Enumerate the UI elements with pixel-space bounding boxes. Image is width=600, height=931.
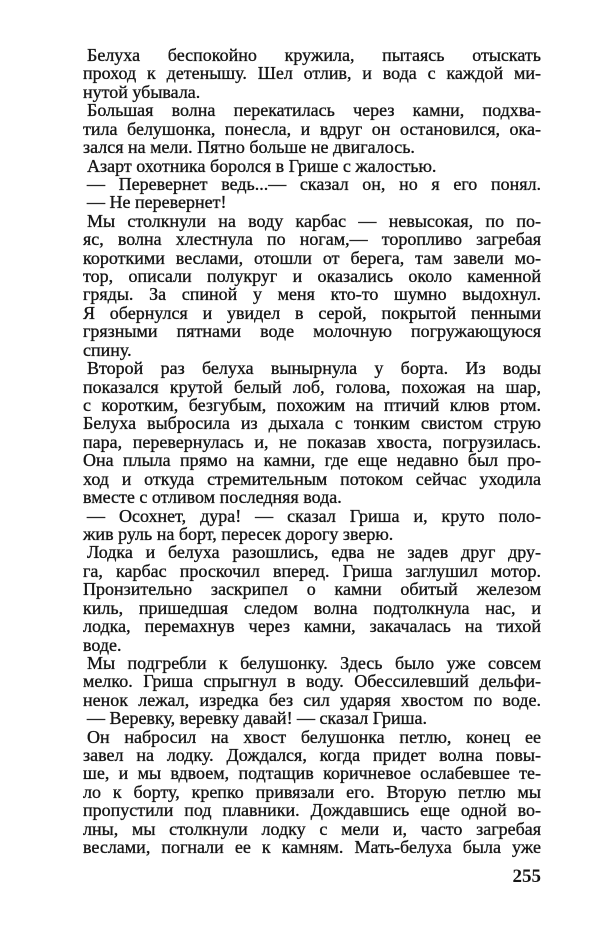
text-line: проход к детенышу. Шел отлив, и вода с каждой ми- (83, 63, 541, 84)
text-line: лны, мы столкнули лодку с мели и, часто загребая (83, 818, 541, 839)
page-body-text (83, 46, 541, 857)
text-line: мелко. Гриша спрыгнул в воду. Обессилевший дельфи- (83, 671, 541, 692)
text-line: — Осохнет, дура! — сказал Гриша и, круто поло- (87, 505, 541, 526)
text-line: Она плыла прямо на камни, где еще недавно был про- (83, 450, 541, 471)
text-line: ненок лежал, изредка без сил ударяя хвостом по воде. (83, 689, 541, 710)
text-line: тила белушонка, понесла, и вдруг он остановился, ока- (83, 118, 541, 139)
text-line: лодка, перемахнув через камни, закачалась на тихой (83, 616, 541, 637)
text-line: тор, описали полукруг и оказались около каменной (83, 266, 541, 287)
text-line: вместе с отливом последняя вода. (83, 487, 342, 508)
text-line: ло к борту, крепко привязали его. Вторую петлю мы (83, 781, 541, 802)
text-line: воде. (83, 634, 122, 655)
text-line: пара, перевернулась и, не показав хвоста, погрузилась. (83, 431, 541, 452)
text-line: Он набросил на хвост белушонка петлю, конец ее (87, 726, 541, 747)
text-line: веслами, погнали ее к камням. Мать-белуха была уже (83, 837, 541, 858)
text-line: — Не перевернет! (87, 192, 227, 213)
text-line: зался на мели. Пятно больше не двигалось. (83, 137, 415, 158)
text-line: га, карбас проскочил вперед. Гриша заглушил мотор. (83, 560, 541, 581)
text-line: завел на лодку. Дождался, когда придет волна повы- (83, 745, 541, 766)
text-line: с коротким, безгубым, похожим на птичий клюв ртом. (83, 395, 541, 416)
text-line: показался крутой белый лоб, голова, похожая на шар, (83, 376, 541, 397)
text-line: ше, и мы вдвоем, подтащив коричневое ослабевшее те- (83, 763, 541, 784)
text-line: Азарт охотника боролся в Грише с жалостью. (87, 155, 437, 176)
text-line: — Перевернет ведь...— сказал он, но я его понял. (87, 173, 541, 194)
text-line: пропустили под плавники. Дождавшись еще одной во- (83, 800, 541, 821)
text-line: гряды. За спиной у меня кто-то шумно выдохнул. (83, 284, 541, 305)
text-line: Я обернулся и увидел в серой, покрытой пенными (83, 302, 541, 323)
text-line: жив руль на борт, пересек дорогу зверю. (83, 523, 394, 544)
text-line: киль, пришедшая следом волна подтолкнула нас, и (83, 597, 541, 618)
text-line: ход и откуда стремительным потоком сейчас уходила (83, 468, 541, 489)
text-line: — Веревку, веревку давай! — сказал Гриша. (87, 708, 428, 729)
page-number: 255 (512, 866, 541, 887)
text-line: Лодка и белуха разошлись, едва не задев друг дру- (87, 542, 541, 563)
text-line: грязными пятнами воде молочную погружающуюся (83, 321, 541, 342)
text-line: короткими веслами, отошли от берега, там завели мо- (83, 247, 541, 268)
text-line: Пронзительно заскрипел о камни обитый железом (83, 579, 541, 600)
text-line: Второй раз белуха вынырнула у борта. Из воды (87, 358, 541, 379)
text-line: Большая волна перекатилась через камни, подхва- (87, 100, 541, 121)
text-line: Белуха беспокойно кружила, пытаясь отыскать (87, 45, 541, 65)
text-line: спину. (83, 339, 132, 360)
text-line: Мы подгребли к белушонку. Здесь было уже совсем (87, 652, 541, 673)
text-line: Мы столкнули на воду карбас — невысокая, по по- (87, 210, 541, 231)
text-line: нутой убывала. (83, 81, 201, 102)
text-line: Белуха выбросила из дыхала с тонким свистом струю (83, 413, 541, 434)
text-line: яс, волна хлестнула по ногам,— торопливо загребая (83, 229, 541, 250)
